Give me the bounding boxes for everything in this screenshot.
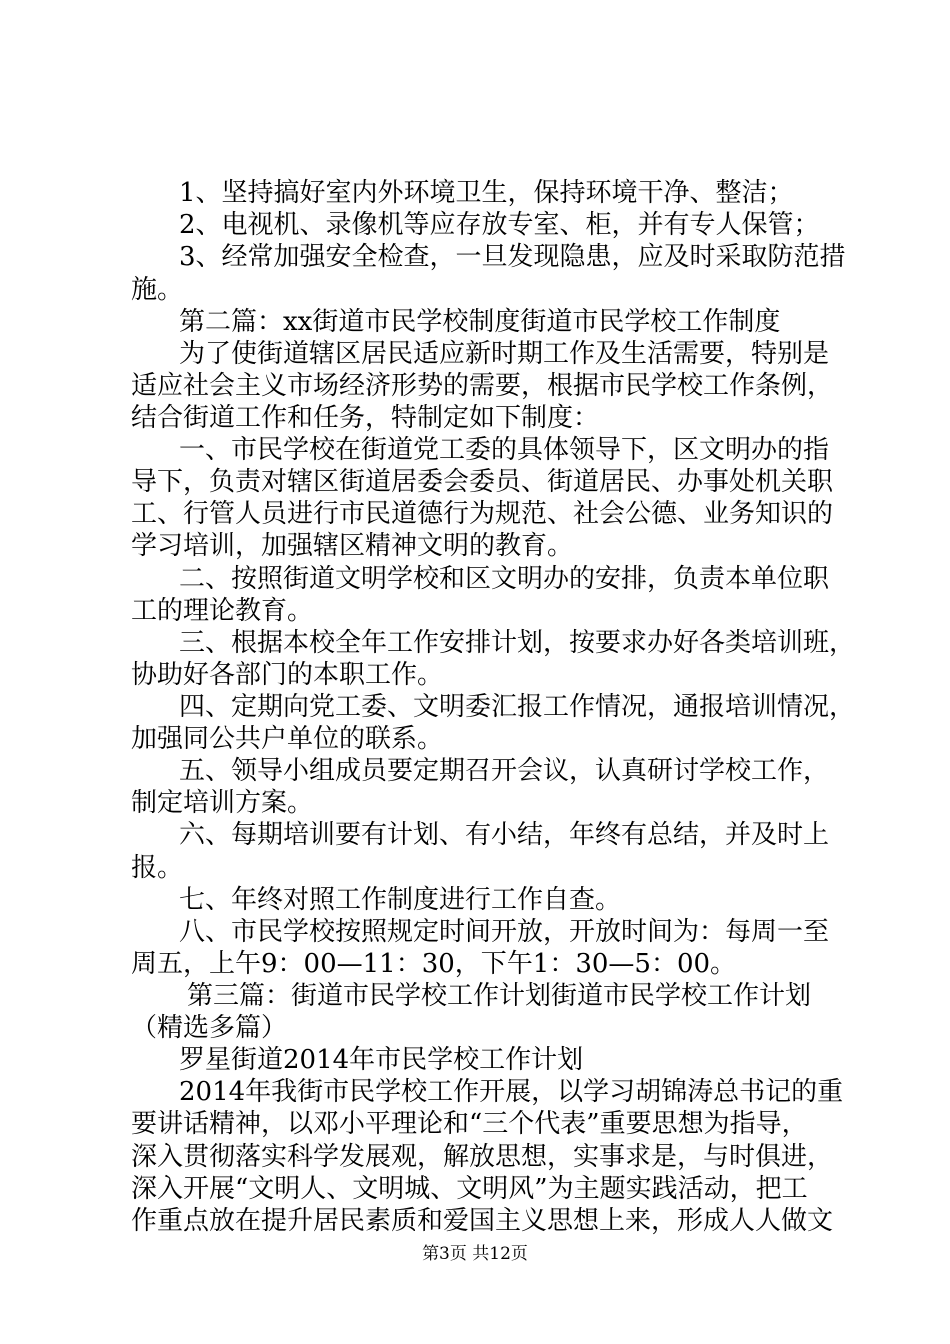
text-line: 导下，负责对辖区街道居委会委员、街道居民、办事处机关职 bbox=[131, 467, 834, 497]
text-line: 制定培训方案。 bbox=[131, 788, 314, 818]
text-line: 协助好各部门的本职工作。 bbox=[131, 660, 444, 690]
text-line: 作重点放在提升居民素质和爱国主义思想上来，形成人人做文 bbox=[131, 1206, 834, 1236]
text-line: 深入开展“文明人、文明城、文明风”为主题实践活动，把工 bbox=[131, 1174, 808, 1204]
text-line: 七、年终对照工作制度进行工作自查。 bbox=[179, 885, 622, 915]
text-line: 三、根据本校全年工作安排计划，按要求办好各类培训班， bbox=[179, 628, 856, 658]
text-line: 六、每期培训要有计划、有小结，年终有总结，并及时上 bbox=[179, 820, 830, 850]
section-heading: 第二篇：xx街道市民学校制度街道市民学校工作制度 bbox=[179, 307, 781, 337]
text-line: 加强同公共户单位的联系。 bbox=[131, 724, 444, 754]
page-number-footer: 第3页 共12页 bbox=[422, 1244, 528, 1264]
text-line: 工、行管人员进行市民道德行为规范、社会公德、业务知识的 bbox=[131, 499, 834, 529]
text-line: 深入贯彻落实科学发展观，解放思想，实事求是，与时俱进， bbox=[131, 1142, 834, 1172]
text-line: 施。 bbox=[131, 275, 184, 305]
text-line: 1、坚持搞好室内外环境卫生，保持环境干净、整洁； bbox=[179, 178, 794, 208]
section-heading: 第三篇：街道市民学校工作计划街道市民学校工作计划 bbox=[187, 981, 812, 1011]
section-heading-continued: （精选多篇） bbox=[131, 1013, 288, 1043]
text-line: 工的理论教育。 bbox=[131, 596, 314, 626]
text-line: 学习培训，加强辖区精神文明的教育。 bbox=[131, 531, 574, 561]
text-line: 要讲话精神，以邓小平理论和“三个代表”重要思想为指导， bbox=[131, 1109, 808, 1139]
text-line: 四、定期向党工委、文明委汇报工作情况，通报培训情况， bbox=[179, 692, 856, 722]
text-line: 2014年我街市民学校工作开展，以学习胡锦涛总书记的重 bbox=[179, 1077, 844, 1107]
text-line: 适应社会主义市场经济形势的需要，根据市民学校工作条例， bbox=[131, 371, 834, 401]
text-line: 二、按照街道文明学校和区文明办的安排，负责本单位职 bbox=[179, 564, 830, 594]
text-line: 周五，上午9：00—11：30，下午1：30—5：00。 bbox=[131, 949, 737, 979]
text-line: 报。 bbox=[131, 853, 184, 883]
text-line: 2、电视机、录像机等应存放专室、柜，并有专人保管； bbox=[179, 210, 820, 240]
plan-title: 罗星街道2014年市民学校工作计划 bbox=[179, 1045, 584, 1075]
text-line: 结合街道工作和任务，特制定如下制度： bbox=[131, 403, 600, 433]
text-line: 八、市民学校按照规定时间开放，开放时间为：每周一至 bbox=[179, 917, 830, 947]
text-line: 一、市民学校在街道党工委的具体领导下，区文明办的指 bbox=[179, 435, 830, 465]
text-line: 五、领导小组成员要定期召开会议，认真研讨学校工作， bbox=[179, 756, 830, 786]
text-line: 为了使街道辖区居民适应新时期工作及生活需要，特别是 bbox=[179, 339, 830, 369]
text-line: 3、经常加强安全检查，一旦发现隐患，应及时采取防范措 bbox=[179, 242, 846, 272]
